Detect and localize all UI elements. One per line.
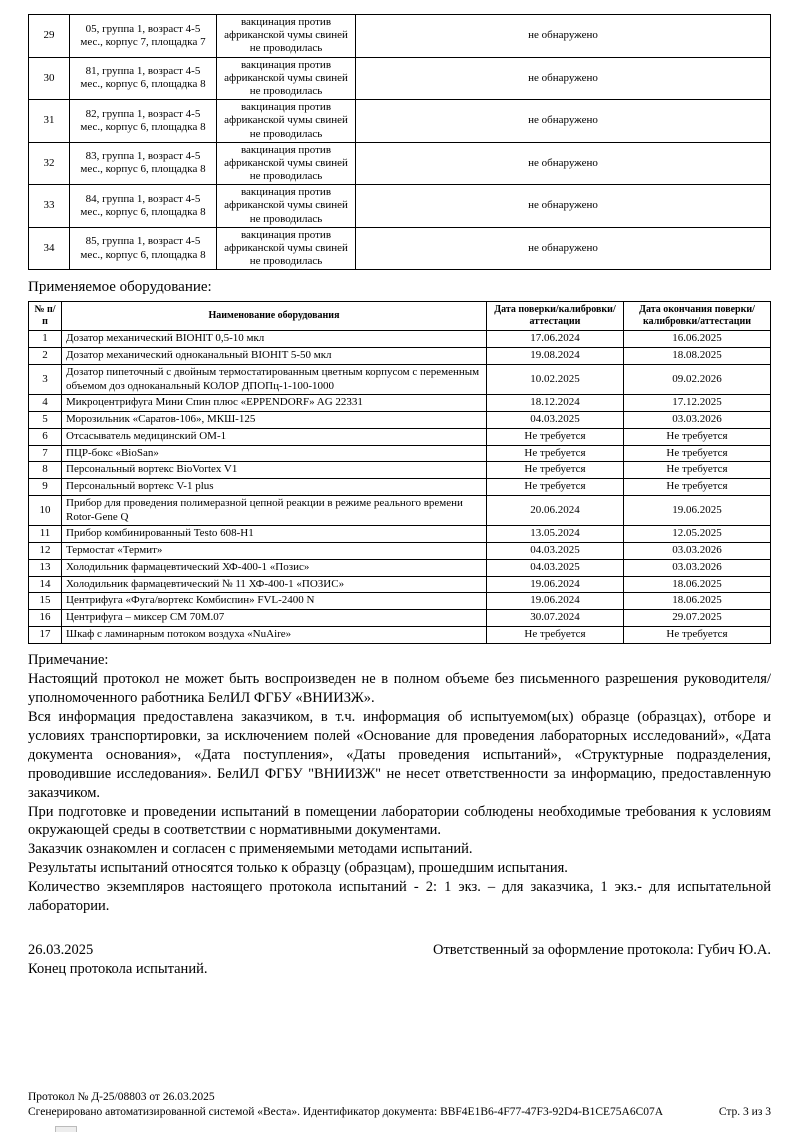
footer-generated-by: Сгенерировано автоматизированной системой «Веста». Идентификатор документа: BBF4E1B6-4F77-47F3-92D4-B1CE75A6C07A xyxy=(28,1106,664,1118)
equipment-cell-name: Персональный вортекс BioVortex V1 xyxy=(62,462,487,479)
equipment-col-date-end: Дата окончания поверки/калибровки/аттестации xyxy=(624,302,771,331)
equipment-table-row xyxy=(29,348,771,365)
equipment-table-row xyxy=(29,479,771,496)
equipment-cell-num: 2 xyxy=(29,348,62,365)
equipment-cell-num: 3 xyxy=(29,364,62,395)
equipment-table-row xyxy=(29,462,771,479)
results-cell-sample: 05, группа 1, возраст 4-5 мес., корпус 7, площадка 7 xyxy=(70,15,217,58)
equipment-cell-date: Не требуется xyxy=(487,445,624,462)
equipment-cell-num: 1 xyxy=(29,331,62,348)
equipment-cell-name: Микроцентрифуга Мини Спин плюс «EPPENDORF» AG 22331 xyxy=(62,395,487,412)
equipment-cell-date: Не требуется xyxy=(487,462,624,479)
equipment-cell-date: 18.12.2024 xyxy=(487,395,624,412)
equipment-cell-date-end: 29.07.2025 xyxy=(624,610,771,627)
results-cell-result: не обнаружено xyxy=(356,57,771,100)
equipment-cell-date-end: Не требуется xyxy=(624,462,771,479)
equipment-cell-date-end: Не требуется xyxy=(624,626,771,643)
note-paragraph: Количество экземпляров настоящего протокола испытаний - 2: 1 экз. – для заказчика, 1 экз.- для испытательной лаборатории. xyxy=(28,879,771,915)
equipment-cell-date: Не требуется xyxy=(487,479,624,496)
equipment-cell-name: Холодильник фармацевтический № 11 ХФ-400-1 «ПОЗИС» xyxy=(62,576,487,593)
footer-page-number: Стр. 3 из 3 xyxy=(718,1106,771,1118)
results-cell-vaccination: вакцинация против африканской чумы свиней не проводилась xyxy=(217,142,356,185)
equipment-col-name: Наименование оборудования xyxy=(62,302,487,331)
equipment-table-row xyxy=(29,526,771,543)
equipment-cell-num: 11 xyxy=(29,526,62,543)
equipment-cell-name: Дозатор механический BIOHIT 0,5-10 мкл xyxy=(62,331,487,348)
equipment-cell-date-end: 18.08.2025 xyxy=(624,348,771,365)
equipment-cell-name: Холодильник фармацевтический ХФ-400-1 «Позис» xyxy=(62,559,487,576)
equipment-cell-date: Не требуется xyxy=(487,428,624,445)
results-cell-vaccination: вакцинация против африканской чумы свиней не проводилась xyxy=(217,15,356,58)
results-table-body xyxy=(29,15,771,270)
equipment-cell-num: 13 xyxy=(29,559,62,576)
results-cell-sample: 83, группа 1, возраст 4-5 мес., корпус 6, площадка 8 xyxy=(70,142,217,185)
equipment-table-row xyxy=(29,395,771,412)
equipment-cell-name: Персональный вортекс V-1 plus xyxy=(62,479,487,496)
results-cell-sample: 85, группа 1, возраст 4-5 мес., корпус 6, площадка 8 xyxy=(70,227,217,270)
notes-title: Примечание: xyxy=(28,651,109,668)
equipment-cell-date-end: 18.06.2025 xyxy=(624,576,771,593)
equipment-table-head xyxy=(29,302,771,331)
equipment-cell-num: 17 xyxy=(29,626,62,643)
equipment-cell-name: Дозатор механический одноканальный BIOHIT 5-50 мкл xyxy=(62,348,487,365)
equipment-cell-date: 19.08.2024 xyxy=(487,348,624,365)
footer-row xyxy=(28,1106,771,1118)
note-paragraph: Заказчик ознакомлен и согласен с применяемыми методами испытаний. xyxy=(28,841,473,858)
equipment-cell-date-end: Не требуется xyxy=(624,428,771,445)
results-table-row xyxy=(29,15,771,58)
equipment-cell-date: 04.03.2025 xyxy=(487,543,624,560)
results-cell-num: 33 xyxy=(29,185,70,228)
equipment-table-row xyxy=(29,626,771,643)
equipment-cell-date: Не требуется xyxy=(487,626,624,643)
results-cell-sample: 84, группа 1, возраст 4-5 мес., корпус 6, площадка 8 xyxy=(70,185,217,228)
results-cell-result: не обнаружено xyxy=(356,100,771,143)
equipment-table-row xyxy=(29,412,771,429)
results-cell-num: 30 xyxy=(29,57,70,100)
equipment-cell-num: 6 xyxy=(29,428,62,445)
next-page-edge-artifact xyxy=(55,1126,77,1132)
equipment-cell-name: Прибор для проведения полимеразной цепной реакции в режиме реального времени Rotor-Gene Q xyxy=(62,495,487,526)
results-table-row xyxy=(29,142,771,185)
equipment-table-row xyxy=(29,445,771,462)
notes-section xyxy=(28,651,771,917)
equipment-cell-name: Центрифуга – миксер СМ 70М.07 xyxy=(62,610,487,627)
equipment-cell-num: 16 xyxy=(29,610,62,627)
equipment-cell-num: 12 xyxy=(29,543,62,560)
equipment-cell-date-end: 03.03.2026 xyxy=(624,559,771,576)
equipment-cell-date-end: Не требуется xyxy=(624,479,771,496)
equipment-cell-num: 4 xyxy=(29,395,62,412)
results-table xyxy=(28,14,771,270)
equipment-cell-num: 5 xyxy=(29,412,62,429)
equipment-table-body xyxy=(29,331,771,643)
equipment-cell-name: Морозильник «Саратов-106», МКШ-125 xyxy=(62,412,487,429)
results-cell-result: не обнаружено xyxy=(356,185,771,228)
results-cell-num: 32 xyxy=(29,142,70,185)
equipment-cell-name: Дозатор пипеточный с двойным термостатированным цветным корпусом с переменным объемом доз одноканальный КОЛОР ДПОПц-1-100-1000 xyxy=(62,364,487,395)
responsible-person: Ответственный за оформление протокола: Губич Ю.А. xyxy=(432,942,771,959)
results-cell-vaccination: вакцинация против африканской чумы свиней не проводилась xyxy=(217,100,356,143)
signature-row xyxy=(28,942,771,959)
results-table-row xyxy=(29,57,771,100)
equipment-cell-date-end: 16.06.2025 xyxy=(624,331,771,348)
equipment-cell-num: 14 xyxy=(29,576,62,593)
equipment-table-row xyxy=(29,495,771,526)
results-cell-result: не обнаружено xyxy=(356,15,771,58)
equipment-section-title: Применяемое оборудование: xyxy=(28,279,212,296)
equipment-cell-date: 13.05.2024 xyxy=(487,526,624,543)
results-cell-sample: 81, группа 1, возраст 4-5 мес., корпус 6, площадка 8 xyxy=(70,57,217,100)
equipment-cell-date: 04.03.2025 xyxy=(487,412,624,429)
equipment-cell-date-end: 09.02.2026 xyxy=(624,364,771,395)
equipment-cell-num: 7 xyxy=(29,445,62,462)
results-cell-vaccination: вакцинация против африканской чумы свиней не проводилась xyxy=(217,185,356,228)
results-cell-result: не обнаружено xyxy=(356,227,771,270)
results-cell-num: 29 xyxy=(29,15,70,58)
equipment-table-row xyxy=(29,331,771,348)
results-cell-num: 34 xyxy=(29,227,70,270)
equipment-cell-date: 30.07.2024 xyxy=(487,610,624,627)
equipment-cell-date: 20.06.2024 xyxy=(487,495,624,526)
equipment-table-row xyxy=(29,428,771,445)
results-cell-num: 31 xyxy=(29,100,70,143)
equipment-cell-date-end: 17.12.2025 xyxy=(624,395,771,412)
note-paragraph: Вся информация предоставлена заказчиком, в т.ч. информация об испытуемом(ых) образце (образцах), отборе и условиях транспортировки, за исключением полей «Основание для проведения лабораторных исследований», «Дата документа основания», «Дата поступления», «Даты проведения испытаний», «Структурные подразделения, проводившие исследования». БелИЛ ФГБУ "ВНИИЗЖ" не несет ответственности за информацию, предоставленную заказчиком. xyxy=(28,708,771,801)
results-table-row xyxy=(29,100,771,143)
equipment-cell-num: 15 xyxy=(29,593,62,610)
equipment-header-row xyxy=(29,302,771,331)
equipment-table-row xyxy=(29,610,771,627)
equipment-cell-num: 10 xyxy=(29,495,62,526)
equipment-cell-date: 04.03.2025 xyxy=(487,559,624,576)
equipment-table-row xyxy=(29,543,771,560)
end-of-protocol: Конец протокола испытаний. xyxy=(28,961,208,978)
equipment-cell-name: Шкаф с ламинарным потоком воздуха «NuAire» xyxy=(62,626,487,643)
equipment-table-row xyxy=(29,364,771,395)
equipment-cell-date-end: 18.06.2025 xyxy=(624,593,771,610)
equipment-cell-date-end: 12.05.2025 xyxy=(624,526,771,543)
equipment-cell-name: Термостат «Термит» xyxy=(62,543,487,560)
equipment-cell-date-end: Не требуется xyxy=(624,445,771,462)
equipment-table-row xyxy=(29,576,771,593)
equipment-col-date: Дата поверки/калибровки/аттестации xyxy=(487,302,624,331)
equipment-table-row xyxy=(29,593,771,610)
results-cell-sample: 82, группа 1, возраст 4-5 мес., корпус 6, площадка 8 xyxy=(70,100,217,143)
equipment-cell-date-end: 03.03.2026 xyxy=(624,412,771,429)
equipment-cell-name: ПЦР-бокс «BioSan» xyxy=(62,445,487,462)
equipment-cell-num: 8 xyxy=(29,462,62,479)
equipment-cell-date: 19.06.2024 xyxy=(487,576,624,593)
equipment-cell-date-end: 19.06.2025 xyxy=(624,495,771,526)
results-cell-vaccination: вакцинация против африканской чумы свиней не проводилась xyxy=(217,227,356,270)
results-cell-vaccination: вакцинация против африканской чумы свиней не проводилась xyxy=(217,57,356,100)
equipment-cell-name: Прибор комбинированный Testo 608-H1 xyxy=(62,526,487,543)
notes-paragraphs xyxy=(28,670,771,917)
note-paragraph: Настоящий протокол не может быть воспроизведен не в полном объеме без письменного разрешения руководителя/уполномоченного работника БелИЛ ФГБУ «ВНИИЗЖ». xyxy=(28,670,771,706)
note-paragraph: При подготовке и проведении испытаний в помещении лаборатории соблюдены необходимые требования к условиям окружающей среды в соответствии с нормативными документами. xyxy=(28,803,771,839)
note-paragraph: Результаты испытаний относятся только к образцу (образцам), прошедшим испытания. xyxy=(28,860,568,877)
equipment-cell-date: 17.06.2024 xyxy=(487,331,624,348)
page-footer xyxy=(28,1091,771,1118)
equipment-cell-num: 9 xyxy=(29,479,62,496)
equipment-cell-date-end: 03.03.2026 xyxy=(624,543,771,560)
equipment-cell-name: Центрифуга «Фуга/вортекс Комбиспин» FVL-2400 N xyxy=(62,593,487,610)
results-table-row xyxy=(29,227,771,270)
protocol-date: 26.03.2025 xyxy=(28,942,94,959)
equipment-cell-date: 19.06.2024 xyxy=(487,593,624,610)
equipment-cell-date: 10.02.2025 xyxy=(487,364,624,395)
equipment-col-num: № п/п xyxy=(29,302,62,331)
results-table-row xyxy=(29,185,771,228)
results-cell-result: не обнаружено xyxy=(356,142,771,185)
equipment-cell-name: Отсасыватель медицинский ОМ-1 xyxy=(62,428,487,445)
equipment-table-row xyxy=(29,559,771,576)
equipment-table xyxy=(28,301,771,643)
footer-protocol-number: Протокол № Д-25/08803 от 26.03.2025 xyxy=(28,1091,215,1103)
